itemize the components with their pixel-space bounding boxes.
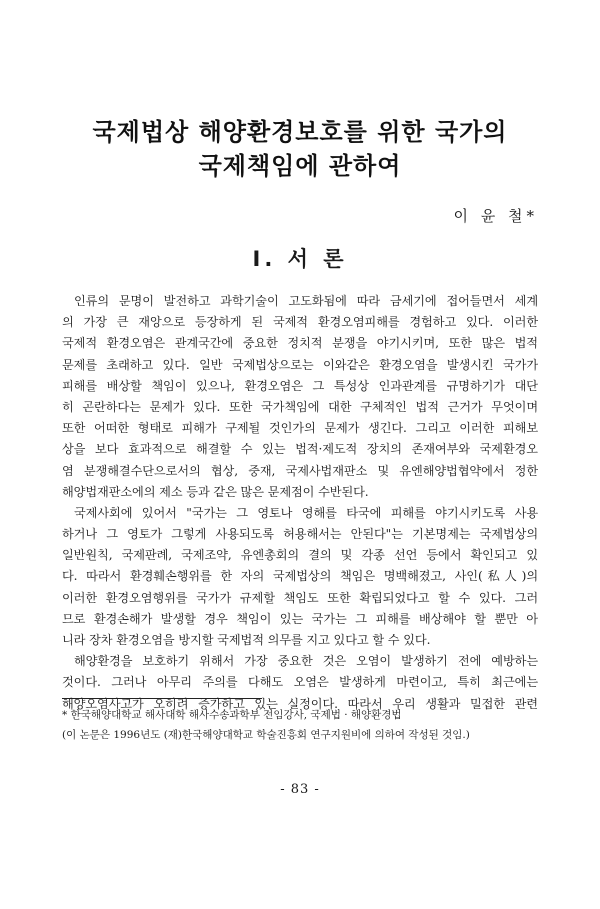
body-line: 해양법재판소에의 제소 등과 같은 많은 문제점이 수반된다. bbox=[62, 484, 369, 499]
body-line: 염 분쟁해결수단으로서의 협상, 중재, 국제사법재판소 및 유엔해양법협약에서 정한 bbox=[62, 463, 538, 478]
body-line: 하거나 그 영토가 그렇게 사용되도록 허용해서는 안된다"는 기본명제는 국제법상의 bbox=[62, 527, 538, 542]
body-text bbox=[62, 291, 538, 715]
footnote-funding-note: (이 논문은 1996년도 (재)한국해양대학교 학술진흥회 연구지원비에 의하여 작성된 것임.) bbox=[62, 729, 470, 741]
body-line: 니라 장차 환경오염을 방지할 국제법적 의무를 지고 있다고 할 수 있다. bbox=[62, 633, 431, 647]
article-title-line-2: 국제책임에 관하여 bbox=[198, 152, 402, 180]
section-heading: Ⅰ. 서 론 bbox=[252, 247, 348, 271]
article-title-line-1: 국제법상 해양환경보호를 위한 국가의 bbox=[92, 118, 508, 146]
body-line: 또한 어떠한 형태로 피해가 구제될 것인가의 문제가 생긴다. 그리고 이러한 피해보 bbox=[62, 421, 538, 436]
body-line: 일반원칙, 국제판례, 국제조약, 유엔총회의 결의 및 각종 선언 등에서 확인되고 있 bbox=[62, 548, 538, 563]
page-number: - 83 - bbox=[280, 782, 320, 797]
body-line: 것이다. 그러나 아무리 주의를 다해도 오염은 발생하게 마련이고, 특히 최근에는 bbox=[62, 675, 538, 690]
body-line: 다. 따라서 환경훼손행위를 한 자의 국제법상의 책임은 명백해졌고, 사인(私人)의 bbox=[62, 569, 538, 584]
body-line: 국제적 환경오염은 관계국간에 중요한 정치적 분쟁을 야기시키며, 또한 많은 법적 bbox=[62, 336, 538, 351]
body-line: 이러한 환경오염행위를 국가가 규제할 책임도 또한 확립되었다고 할 수 있다. 그러 bbox=[62, 590, 538, 605]
body-line: 피해를 배상할 책임이 있으나, 환경오염은 그 특성상 인과관계를 규명하기가 대단 bbox=[62, 378, 538, 393]
body-line: 해양환경을 보호하기 위해서 가장 중요한 것은 오염이 발생하기 전에 예방하는 bbox=[74, 654, 538, 669]
body-line: 히 곤란하다는 문제가 있다. 또한 국가책임에 대한 구체적인 법적 근거가 무엇이며 bbox=[62, 399, 538, 414]
body-line: 국제사회에 있어서 "국가는 그 영토나 영해를 타국에 피해를 야기시키도록 사용 bbox=[74, 505, 538, 520]
footnote-affiliation: * 한국해양대학교 해사대학 해사수송과학부 전임강사, 국제법 · 해양환경법 bbox=[62, 709, 402, 721]
body-line: 인류의 문명이 발전하고 과학기술이 고도화됨에 따라 금세기에 접어들면서 세계 bbox=[74, 294, 538, 308]
body-line: 해양오염사고가 오히려 증가하고 있는 실정이다. 따라서 우리 생활과 밀접한 관련 bbox=[62, 696, 538, 711]
footnote-divider bbox=[62, 698, 262, 699]
body-line: 상을 보다 효과적으로 해결할 수 있는 법적·제도적 장치의 존재여부와 국제환경오 bbox=[62, 442, 538, 457]
author-name: 이 윤 철* bbox=[453, 207, 538, 225]
body-line: 므로 환경손해가 발생할 경우 책임이 있는 국가는 그 피해를 배상해야 할 뿐만 아 bbox=[62, 611, 538, 626]
body-line: 문제를 초래하고 있다. 일반 국제법상으로는 이와같은 환경오염을 발생시킨 국가가 bbox=[62, 357, 538, 372]
body-line: 의 가장 큰 재앙으로 등장하게 된 국제적 환경오염피해를 경험하고 있다. 이러한 bbox=[62, 315, 538, 330]
